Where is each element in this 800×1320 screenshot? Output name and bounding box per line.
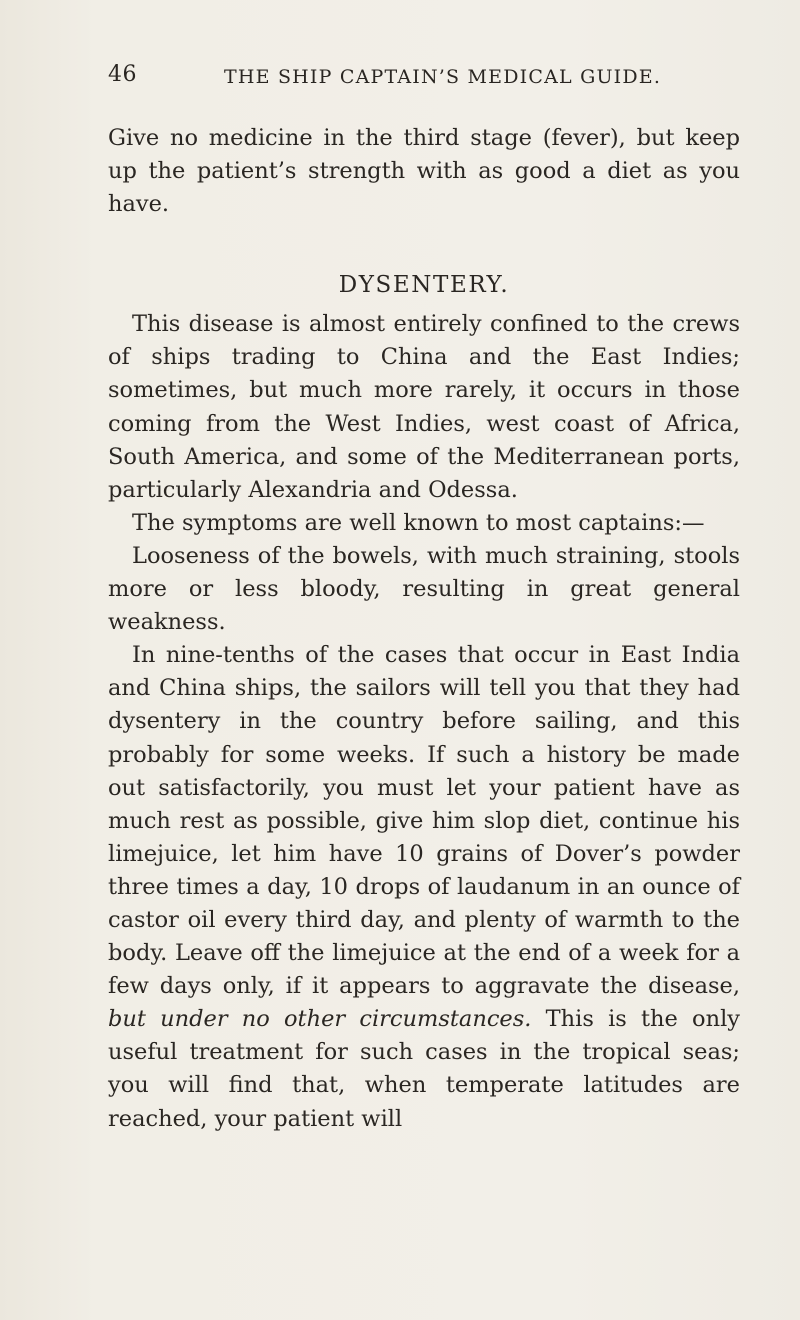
paragraph-symptoms-list: Looseness of the bowels, with much straining, stools more or less bloody, resulting in great general weakness. (108, 542, 740, 636)
section-title-dysentery: DYSENTERY. (338, 272, 510, 299)
treatment-text-start: In nine-tenths of the cases that occur in East India and China ships, the sailors will tell you that they had dysentery in the country before sailing, and this probably for some weeks. If such a history be made out satisfactorily, you must let your patient have as much rest as possible, give him slop diet, continue his limejuice, let him have 10 grains of Dover’s powder three times a day, 10 drops of laudanum in an ounce of castor oil every third day, and plenty of warmth to the body. Leave off the limejuice at the end of a week for a few days only, if it appears to aggravate the disease, (108, 642, 740, 1000)
running-title: THE SHIP CAPTAIN’S MEDICAL GUIDE. (224, 66, 662, 88)
paragraph-treatment (108, 639, 740, 1135)
treatment-text-end: This is the only useful treatment for such cases in the tropical seas; you will find that, when temperate latitudes are reached, your patient will (108, 1006, 741, 1132)
treatment-italic-emphasis: but under no other circumstances. (108, 1006, 532, 1033)
paragraph-disease-distribution: This disease is almost entirely confined to the crews of ships trading to China and the East Indies; sometimes, but much more rarely, it occurs in those coming from the West Indies, west coast of Africa, South America, and some of the Mediterranean ports, particularly Alexandria and Odessa. (108, 311, 740, 503)
paragraph-fever-advice: Give no medicine in the third stage (fever), but keep up the patient’s strength with as good a diet as you have. (108, 125, 740, 218)
paragraph-symptoms-intro: The symptoms are well known to most captains:— (132, 509, 705, 536)
page-body (108, 122, 740, 1136)
page-header (108, 62, 748, 92)
page-number: 46 (108, 62, 137, 87)
